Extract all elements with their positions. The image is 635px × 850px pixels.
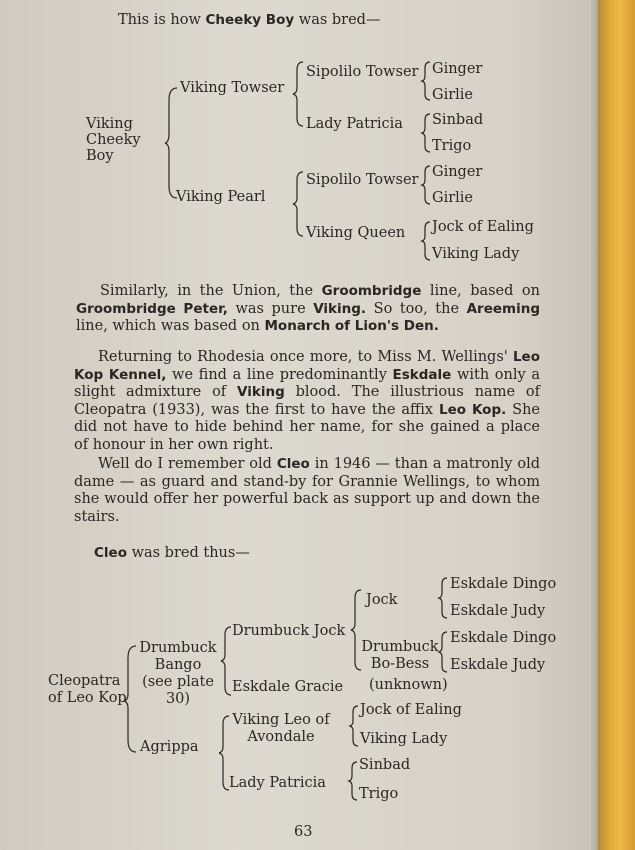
ped2-dam: Agrippa <box>140 739 199 755</box>
page-number: 63 <box>294 824 313 840</box>
ped2-ggp-jock-ealing: Jock of Ealing <box>360 702 462 718</box>
paragraph-cleo: Well do I remember old Cleo in 1946 — than a matronly old dame — as guard and stand-by for Grannie Wellings, to whom she would offer her powerful back as support up and down the stairs. <box>74 456 540 525</box>
ped2-sire <box>136 640 220 708</box>
ped1-ggp-6: Girlie <box>432 190 474 206</box>
ped2-root-line2: of Leo Kop <box>48 690 127 706</box>
ped2-ggp-viking-lady: Viking Lady <box>360 731 448 747</box>
ped2-gp-3-line2: Avondale <box>247 729 315 745</box>
ped2-root-line1: Cleopatra <box>48 673 121 689</box>
ped2-ggp-bobess-line2: Bo-Bess <box>370 656 430 672</box>
ped1-bracket-gp3 <box>422 164 432 206</box>
ped2-gggp-4: Eskdale Judy <box>450 657 546 673</box>
ped1-root-line1: Viking <box>86 116 133 132</box>
ped2-sire-line2: Bango <box>154 657 202 673</box>
ped2-sire-line3: (see plate <box>142 674 214 690</box>
ped2-gp-1: Drumbuck Jock <box>232 623 346 639</box>
ped1-bracket-gp1 <box>422 60 432 102</box>
ped1-root-line3: Boy <box>86 148 114 164</box>
ped2-ggp-sinbad: Sinbad <box>359 757 411 773</box>
intro-bold: Cheeky Boy <box>205 12 295 28</box>
ped1-ggp-8: Viking Lady <box>432 246 520 262</box>
ped1-ggp-3: Sinbad <box>432 112 484 128</box>
ped1-bracket-sire <box>293 60 305 128</box>
intro-cleo <box>94 545 250 562</box>
ped1-ggp-7: Jock of Ealing <box>432 219 534 235</box>
ped2-gggp-2: Eskdale Judy <box>450 603 546 619</box>
ped2-ggp-trigo: Trigo <box>359 786 399 802</box>
intro2-text: was bred thus— <box>126 545 250 561</box>
ped2-bracket-bobess <box>439 630 449 674</box>
ped1-gp-4: Viking Queen <box>306 225 406 241</box>
intro-cheeky-boy <box>118 12 380 29</box>
ped1-ggp-5: Ginger <box>432 164 483 180</box>
ped1-ggp-4: Trigo <box>432 138 472 154</box>
ped1-sire: Viking Towser <box>180 80 285 96</box>
ped2-gp-4: Lady Patricia <box>229 775 326 791</box>
ped2-ggp-unknown: (unknown) <box>369 677 448 693</box>
intro-text-end: was bred— <box>294 12 381 28</box>
ped1-bracket-gp4 <box>422 220 432 262</box>
ped2-gp-3 <box>228 712 334 746</box>
ped2-bracket-jock <box>439 576 449 620</box>
ped1-gp-2: Lady Patricia <box>306 116 403 132</box>
ped2-ggp-jock: Jock <box>366 592 398 608</box>
ped1-root-line2: Cheeky <box>86 132 141 148</box>
intro-text: This is how <box>118 12 206 28</box>
ped2-bracket-gp3 <box>350 704 360 748</box>
paragraph-rhodesia: Returning to Rhodesia once more, to Miss M. Wellings' Leo Kop Kennel, we find a line predominantly Eskdale with only a slight admixture of Viking blood. The illustrious name of Cleopatra (1933), was the first to have the affix Leo Kop. She did not have to hide behind her name, for she gained a place of honour in her own right. <box>74 349 540 453</box>
ped2-gp-3-line1: Viking Leo of <box>232 712 330 728</box>
ped1-gp-3: Sipolilo Towser <box>306 172 419 188</box>
ped1-ggp-1: Ginger <box>432 61 483 77</box>
ped1-bracket-dam <box>293 170 305 238</box>
ped2-ggp-bobess-line1: Drumbuck <box>361 639 439 655</box>
ped2-gggp-3: Eskdale Dingo <box>450 630 557 646</box>
ped1-bracket-root <box>165 86 179 200</box>
ped1-dam: Viking Pearl <box>176 189 266 205</box>
ped2-ggp-bobess <box>360 639 440 673</box>
ped2-bracket-gp4 <box>349 760 359 802</box>
ped1-gp-1: Sipolilo Towser <box>306 64 419 80</box>
paragraph-union: Similarly, in the Union, the Groombridge line, based on Groombridge Peter, was pure Viking. So too, the Areeming line, which was based on Monarch of Lion's Den. <box>76 283 541 334</box>
ped1-ggp-2: Girlie <box>432 87 474 103</box>
ped1-bracket-gp2 <box>422 112 432 154</box>
book-cover-edge <box>598 0 635 850</box>
ped2-gp-2: Eskdale Gracie <box>232 679 344 695</box>
ped2-gggp-1: Eskdale Dingo <box>450 576 557 592</box>
ped2-sire-line4: 30) <box>165 691 191 707</box>
ped2-sire-line1: Drumbuck <box>139 640 217 656</box>
intro2-bold: Cleo <box>94 545 127 561</box>
